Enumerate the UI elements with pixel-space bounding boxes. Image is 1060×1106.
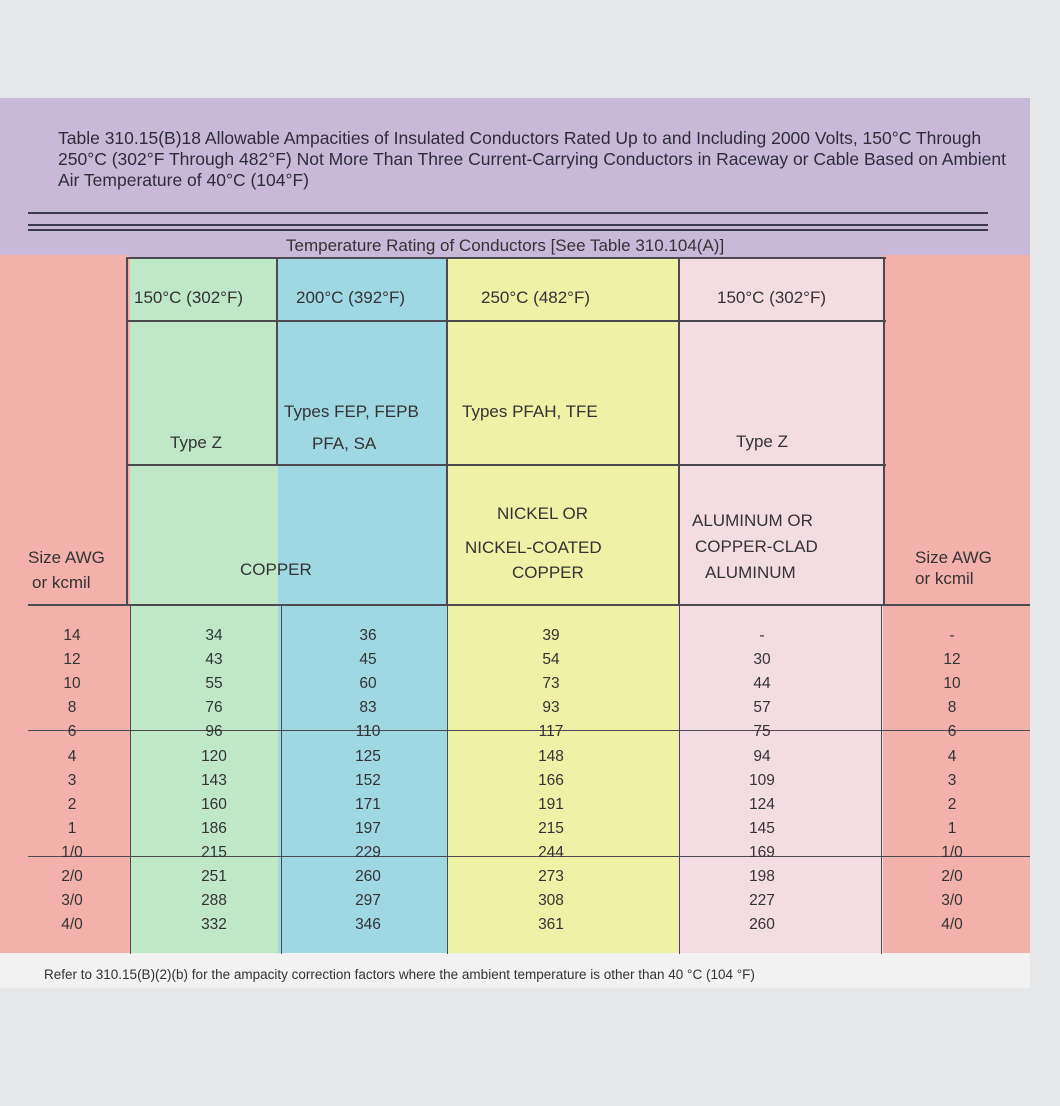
table-cell: 297 <box>355 892 381 910</box>
footnote: Refer to 310.15(B)(2)(b) for the ampacity correction factors where the ambient temperature is other than 40 °C (104 °F) <box>44 967 755 982</box>
material-alum-1: ALUMINUM OR <box>692 511 813 530</box>
v-right <box>883 257 885 606</box>
temp-250-nickel: 250°C (482°F) <box>481 288 591 307</box>
table-cell: 3/0 <box>941 892 963 910</box>
title-rule <box>28 212 988 214</box>
material-nickel-2: NICKEL-COATED <box>465 538 602 557</box>
table-cell: 8 <box>67 699 77 717</box>
title-rule-double-1 <box>28 224 988 226</box>
table-cell: 4/0 <box>941 916 963 934</box>
table-cell: 76 <box>205 699 223 717</box>
table-cell: 361 <box>538 916 564 934</box>
table-cell: 198 <box>749 868 775 885</box>
table-cell: 117 <box>538 723 564 741</box>
table-cell: 6 <box>947 723 957 741</box>
table-cell: 166 <box>538 771 564 789</box>
table-cell: 215 <box>538 819 564 837</box>
table-cell: 109 <box>749 771 775 789</box>
temp-150-copper: 150°C (302°F) <box>134 288 244 307</box>
table-cell: 1 <box>67 819 77 837</box>
table-cell: 1/0 <box>941 843 963 861</box>
material-alum-2: COPPER-CLAD <box>695 537 818 556</box>
table-cell: 3 <box>947 771 957 789</box>
v-yellow-pink <box>678 257 680 606</box>
table-cell: 191 <box>538 795 564 813</box>
table-cell: 227 <box>749 892 775 910</box>
table-cell: 39 <box>542 627 560 644</box>
table-cell: 171 <box>355 795 381 813</box>
table-cell: 54 <box>542 651 560 669</box>
table-cell: 8 <box>947 699 957 717</box>
type-z-aluminum: Type Z <box>736 432 788 451</box>
table-cell: 75 <box>753 723 771 741</box>
v-left <box>126 257 128 606</box>
table-cell: 308 <box>538 892 564 910</box>
table-cell: 260 <box>749 916 775 934</box>
table-cell: 10 <box>943 675 961 693</box>
table-cell: 143 <box>201 771 227 789</box>
table-cell: 93 <box>542 699 560 717</box>
table-cell: 4 <box>67 747 77 765</box>
table-cell: - <box>759 627 765 644</box>
table-cell: 1/0 <box>61 843 83 861</box>
table-cell: 34 <box>205 627 223 644</box>
header-top-line <box>126 257 886 259</box>
temp-150-aluminum: 150°C (302°F) <box>717 288 827 307</box>
table-cell: 14 <box>63 627 81 644</box>
table-cell: 332 <box>201 916 227 934</box>
size-label-right-1: Size AWG <box>915 548 992 567</box>
table-cell: 273 <box>538 868 564 885</box>
table-cell: 260 <box>355 868 381 885</box>
table-cell: 197 <box>355 819 381 837</box>
table-cell: 44 <box>753 675 771 693</box>
table-cell: 6 <box>67 723 77 741</box>
table-cell: 244 <box>538 843 564 861</box>
table-cell: 57 <box>753 699 771 717</box>
type-z-copper: Type Z <box>170 433 222 452</box>
table-cell: 3/0 <box>61 892 83 910</box>
table-cell: 83 <box>359 699 377 717</box>
table-cell: 60 <box>359 675 377 693</box>
table-cell: 120 <box>201 747 227 765</box>
table-cell: 2/0 <box>61 868 83 885</box>
table-cell: 43 <box>205 651 223 669</box>
table-cell: 3 <box>67 771 77 789</box>
v-body-right <box>881 606 882 954</box>
table-cell: 186 <box>201 819 227 837</box>
table-cell: 152 <box>355 771 381 789</box>
material-nickel-1: NICKEL OR <box>497 504 589 523</box>
table-cell: 229 <box>355 843 381 861</box>
size-label-right-2: or kcmil <box>915 569 974 588</box>
table-cell: 251 <box>201 868 227 885</box>
table-cell: 160 <box>201 795 227 813</box>
types-fep-line2: PFA, SA <box>312 434 377 453</box>
types-fep-line1: Types FEP, FEPB <box>284 402 419 421</box>
material-alum-3: ALUMINUM <box>705 563 796 582</box>
table-cell: 2 <box>67 795 77 813</box>
temp-row-line <box>126 320 886 322</box>
table-cell: 36 <box>359 627 377 644</box>
table-cell: 94 <box>753 747 771 765</box>
table-cell: 96 <box>205 723 223 741</box>
temp-200-copper: 200°C (392°F) <box>296 288 406 307</box>
table-cell: 124 <box>749 795 775 813</box>
v-body-yp <box>679 606 680 954</box>
table-cell: 125 <box>355 747 381 765</box>
table-cell: 288 <box>201 892 227 910</box>
material-row-line <box>28 604 1030 606</box>
material-nickel-3: COPPER <box>512 563 584 582</box>
table-cell: 4 <box>947 747 957 765</box>
title-rule-double-2 <box>28 229 988 231</box>
table-cell: 45 <box>359 651 377 669</box>
table-cell: 55 <box>205 675 223 693</box>
table-cell: 1 <box>947 819 957 837</box>
table-cell: 30 <box>753 651 771 669</box>
table-title: Table 310.15(B)18 Allowable Ampacities of Insulated Conductors Rated Up to and Including 2000 Volts, 150°C Through 250°C (302°F Through 482°F) Not More Than Three Current-Carrying Conductors in Raceway or Cable Based on Ambient Air Temperature of 40°C (104°F) <box>58 128 1006 190</box>
table-cell: 148 <box>538 747 564 765</box>
table-cell: 4/0 <box>61 916 83 934</box>
size-label-left-2: or kcmil <box>32 573 91 592</box>
types-pfah: Types PFAH, TFE <box>462 402 598 421</box>
table-cell: 215 <box>201 843 227 861</box>
v-body-left <box>130 606 131 954</box>
v-body-gb <box>281 606 282 954</box>
material-copper: COPPER <box>240 560 312 579</box>
table-cell: - <box>949 627 955 644</box>
table-cell: 2 <box>947 795 957 813</box>
table-cell: 12 <box>943 651 961 669</box>
type-row-line <box>126 464 886 466</box>
size-label-left-1: Size AWG <box>28 548 105 567</box>
table-cell: 145 <box>749 819 775 837</box>
table-cell: 73 <box>542 675 560 693</box>
v-green-blue-top <box>276 257 278 466</box>
table-cell: 110 <box>355 723 381 741</box>
v-blue-yellow <box>446 257 448 606</box>
table-cell: 346 <box>355 916 381 934</box>
table-cell: 169 <box>749 843 775 861</box>
table-cell: 10 <box>63 675 81 693</box>
temp-rating-header: Temperature Rating of Conductors [See Table 310.104(A)] <box>286 236 725 255</box>
table-cell: 12 <box>63 651 81 669</box>
v-body-by <box>447 606 448 954</box>
table-cell: 2/0 <box>941 868 963 885</box>
